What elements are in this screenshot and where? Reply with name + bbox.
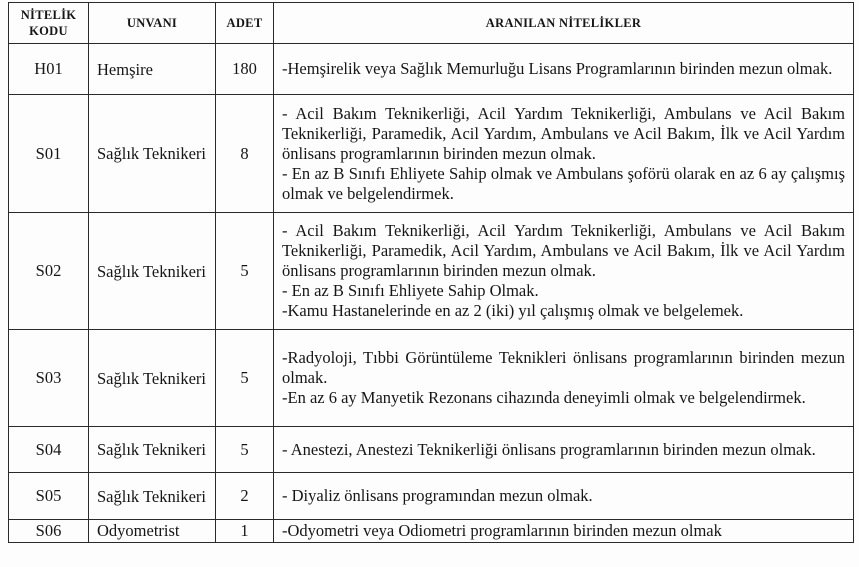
table-row <box>9 95 854 213</box>
cell-code: S04 <box>9 427 89 473</box>
cell-requirements <box>274 44 854 95</box>
requirement-line: - En az B Sınıfı Ehliyete Sahip olmak ve Ambulans şoförü olarak en az 6 ay çalışmış olmak ve belgelendirmek. <box>282 163 845 203</box>
cell-title: Odyometrist <box>89 520 216 543</box>
cell-title: Hemşire <box>89 44 216 95</box>
cell-count: 5 <box>216 427 274 473</box>
header-requirements: ARANILAN NİTELİKLER <box>274 3 854 44</box>
header-code: NİTELİK KODU <box>9 3 89 44</box>
requirement-line: - Acil Bakım Teknikerliği, Acil Yardım Teknikerliği, Ambulans ve Acil Bakım Teknikerliği, Paramedik, Acil Yardım, Ambulans ve Acil Bakım, İlk ve Acil Yardım önlisans programlarının birinden mezun olmak. <box>282 221 845 280</box>
cell-code: S03 <box>9 330 89 427</box>
cell-count: 180 <box>216 44 274 95</box>
table-row <box>9 330 854 427</box>
table-row <box>9 427 854 473</box>
cell-code: S02 <box>9 213 89 330</box>
requirement-line: -Hemşirelik veya Sağlık Memurluğu Lisans Programlarının birinden mezun olmak. <box>282 59 833 78</box>
table-row <box>9 473 854 520</box>
header-title: UNVANI <box>89 3 216 44</box>
table-header-row <box>9 3 854 44</box>
requirement-line: - Anestezi, Anestezi Teknikerliği önlisans programlarının birinden mezun olmak. <box>282 439 816 459</box>
cell-count: 1 <box>216 520 274 543</box>
cell-title: Sağlık Teknikeri <box>89 213 216 330</box>
requirement-line: -En az 6 ay Manyetik Rezonans cihazında deneyimli olmak ve belgelendirmek. <box>282 388 806 407</box>
cell-code: S01 <box>9 95 89 213</box>
requirement-line: - En az B Sınıfı Ehliyete Sahip Olmak. <box>282 281 539 300</box>
cell-title: Sağlık Teknikeri <box>89 427 216 473</box>
cell-requirements <box>274 213 854 330</box>
cell-count: 2 <box>216 473 274 520</box>
header-count: ADET <box>216 3 274 44</box>
cell-code: H01 <box>9 44 89 95</box>
cell-requirements <box>274 427 854 473</box>
requirement-line: -Kamu Hastanelerinde en az 2 (iki) yıl çalışmış olmak ve belgelemek. <box>282 301 744 320</box>
cell-requirements <box>274 95 854 213</box>
cell-title: Sağlık Teknikeri <box>89 473 216 520</box>
cell-code: S06 <box>9 520 89 543</box>
requirement-line: -Odyometri veya Odiometri programlarının birinden mezun olmak <box>282 521 722 540</box>
cell-count: 5 <box>216 213 274 330</box>
table-row <box>9 520 854 543</box>
table-row <box>9 44 854 95</box>
requirement-line: -Radyoloji, Tıbbi Görüntüleme Teknikleri önlisans programlarının birinden mezun olmak. <box>282 348 845 387</box>
table-row <box>9 213 854 330</box>
requirement-line: - Diyaliz önlisans programından mezun olmak. <box>282 486 593 505</box>
requirement-line: - Acil Bakım Teknikerliği, Acil Yardım Teknikerliği, Ambulans ve Acil Bakım Teknikerliği, Paramedik, Acil Yardım, Ambulans ve Acil Bakım, İlk ve Acil Yardım önlisans programlarının birinden mezun olmak. <box>282 103 845 163</box>
qualifications-table <box>8 2 854 543</box>
cell-code: S05 <box>9 473 89 520</box>
cell-requirements <box>274 330 854 427</box>
cell-title: Sağlık Teknikeri <box>89 95 216 213</box>
cell-count: 5 <box>216 330 274 427</box>
cell-title: Sağlık Teknikeri <box>89 330 216 427</box>
cell-requirements <box>274 473 854 520</box>
cell-count: 8 <box>216 95 274 213</box>
cell-requirements <box>274 520 854 543</box>
